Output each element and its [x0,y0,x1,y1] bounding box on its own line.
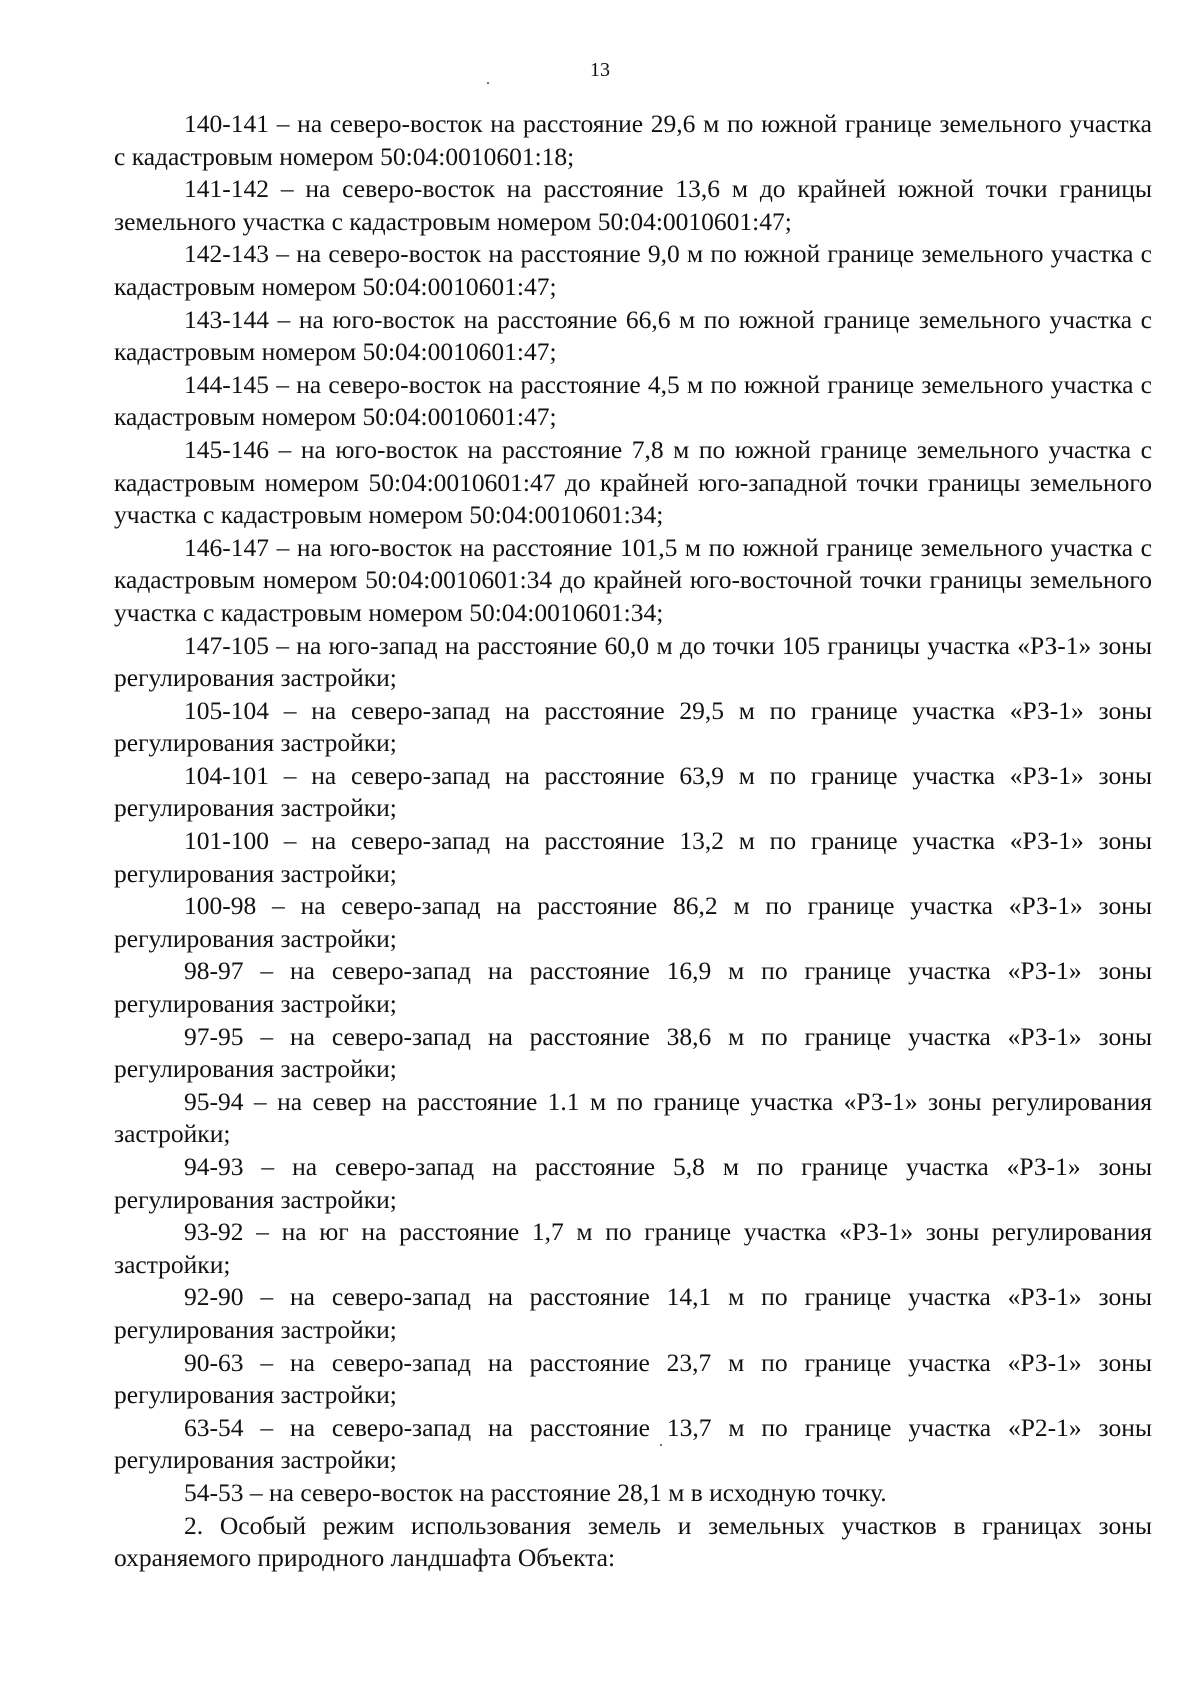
paragraph: 98-97 – на северо-запад на расстояние 16,9 м по границе участка «РЗ-1» зоны регулирования застройки; [114,956,1152,1019]
paragraph: 90-63 – на северо-запад на расстояние 23,7 м по границе участка «РЗ-1» зоны регулирования застройки; [114,1347,1152,1410]
paragraph: 147-105 – на юго-запад на расстояние 60,0 м до точки 105 границы участка «РЗ-1» зоны регулирования застройки; [114,630,1152,693]
paragraph: 144-145 – на северо-восток на расстояние 4,5 м по южной границе земельного участка с кадастровым номером 50:04:0010601:47; [114,369,1152,432]
scan-speck [487,82,489,84]
paragraph: 54-53 – на северо-восток на расстояние 28,1 м в исходную точку. [184,1477,887,1507]
paragraph: 93-92 – на юг на расстояние 1,7 м по границе участка «РЗ-1» зоны регулирования застройки; [114,1217,1152,1279]
paragraph: 92-90 – на северо-запад на расстояние 14,1 м по границе участка «РЗ-1» зоны регулирования застройки; [114,1282,1152,1344]
document-body [114,108,1152,1575]
paragraph: 104-101 – на северо-запад на расстояние 63,9 м по границе участка «РЗ-1» зоны регулирования застройки; [114,760,1152,823]
paragraph: 94-93 – на северо-запад на расстояние 5,8 м по границе участка «РЗ-1» зоны регулирования застройки; [114,1152,1152,1214]
paragraph: 145-146 – на юго-восток на расстояние 7,8 м по южной границе земельного участка с кадастровым номером 50:04:0010601:47 до крайней юго-западной точки границы земельного участка с кадастровым номером 50:04:0010601:34; [114,434,1152,530]
paragraph: 140-141 – на северо-восток на расстояние 29,6 м по южной границе земельного участка с кадастровым номером 50:04:0010601:18; [114,109,1152,171]
paragraph: 146-147 – на юго-восток на расстояние 101,5 м по южной границе земельного участка с кадастровым номером 50:04:0010601:34 до крайней юго-восточной точки границы земельного участка с кадастровым номером 50:04:0010601:34; [114,532,1152,627]
paragraph: 2. Особый режим использования земель и земельных участков в границах зоны охраняемого природного ландшафта Объекта: [114,1510,1152,1573]
paragraph: 97-95 – на северо-запад на расстояние 38,6 м по границе участка «РЗ-1» зоны регулирования застройки; [114,1021,1152,1084]
paragraph: 101-100 – на северо-запад на расстояние 13,2 м по границе участка «РЗ-1» зоны регулирования застройки; [114,826,1152,888]
paragraph: 100-98 – на северо-запад на расстояние 86,2 м по границе участка «РЗ-1» зоны регулирования застройки; [114,891,1152,953]
page-number: 13 [590,59,610,81]
paragraph: 142-143 – на северо-восток на расстояние 9,0 м по южной границе земельного участка с кадастровым номером 50:04:0010601:47; [114,239,1152,301]
paragraph: 143-144 – на юго-восток на расстояние 66,6 м по южной границе земельного участка с кадастровым номером 50:04:0010601:47; [114,304,1152,367]
paragraph: 63-54 – на северо-запад на расстояние 13,7 м по границе участка «Р2-1» зоны регулирования застройки; [114,1412,1152,1475]
paragraph: 141-142 – на северо-восток на расстояние 13,6 м до крайней южной точки границы земельного участка с кадастровым номером 50:04:0010601:47; [114,174,1152,236]
paragraph: 105-104 – на северо-запад на расстояние 29,5 м по границе участка «РЗ-1» зоны регулирования застройки; [114,695,1152,758]
paragraph: 95-94 – на север на расстояние 1.1 м по границе участка «РЗ-1» зоны регулирования застройки; [114,1086,1152,1149]
